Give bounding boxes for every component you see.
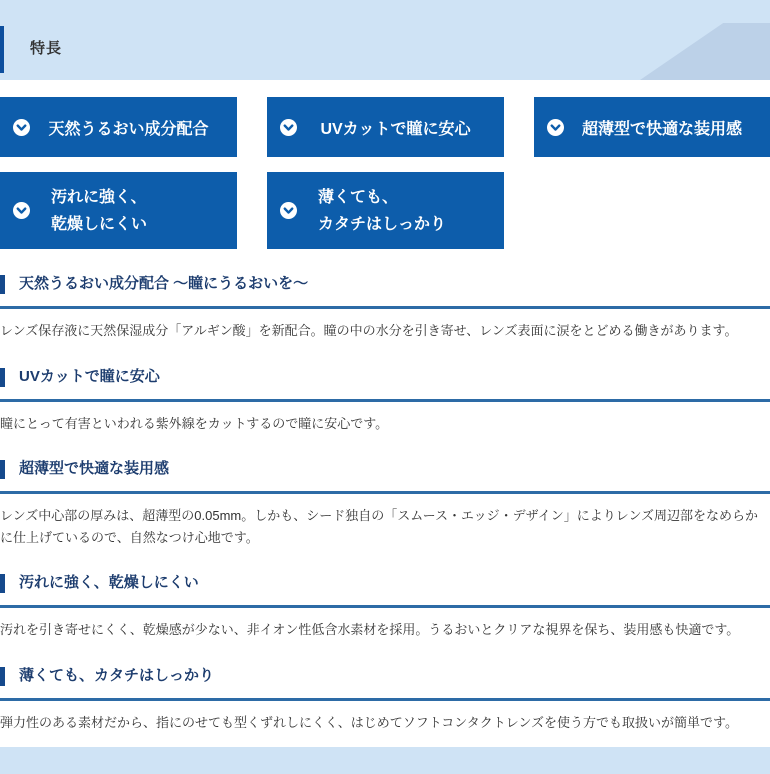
header-diagonal-decoration [640,23,770,80]
feature-buttons-row-1 [0,97,770,157]
feature-button-label [51,184,147,238]
feature-button-label-line2: 乾燥しにくい [51,215,148,233]
feature-button-stain-resistant[interactable] [0,172,237,249]
chevron-down-circle-icon [13,202,30,219]
feature-button-label-line2: カタチはしっかり [318,215,447,233]
feature-button-moisture[interactable] [0,97,237,157]
feature-section-uv-cut [0,367,770,435]
feature-button-label [318,184,446,238]
feature-section-moisture [0,274,770,342]
page-title: 特長 [30,40,63,57]
chevron-down-circle-icon [280,202,297,219]
feature-button-label: 天然うるおい成分配合 [48,120,209,138]
section-body: 瞳にとって有害といわれる紫外線をカットするので瞳に安心です。 [0,415,389,431]
chevron-down-circle-icon [547,119,564,136]
section-heading: 天然うるおい成分配合 ～瞳にうるおいを～ [0,274,770,309]
section-heading: 超薄型で快適な装用感 [0,459,770,494]
section-body: レンズ中心部の厚みは、超薄型の0.05mm。しかも、シード独自の「スムース・エッジ・デザイン」によりレンズ周辺部をなめらかに仕上げているので、自然なつけ心地です。 [0,508,759,545]
feature-button-label-line1: 薄くても、 [318,188,399,206]
feature-sections [0,274,770,733]
section-body: 弾力性のある素材だから、指にのせても型くずれしにくく、はじめてソフトコンタクトレンズを使う方でも取扱いが簡単です。 [0,714,738,730]
feature-button-shape-retention[interactable] [267,172,504,249]
feature-button-label: UVカットで瞳に安心 [320,120,471,138]
section-heading: 薄くても、カタチはしっかり [0,666,770,701]
feature-button-label: 超薄型で快適な装用感 [581,120,742,138]
chevron-down-circle-icon [280,119,297,136]
chevron-down-circle-icon [13,119,30,136]
header-accent-bar [0,26,4,73]
section-body: レンズ保存液に天然保湿成分「アルギン酸」を新配合。瞳の中の水分を引き寄せ、レンズ表面に涙をとどめる働きがあります。 [0,323,738,338]
feature-section-ultrathin [0,459,770,548]
features-header-band [0,0,770,80]
feature-button-label-line1: 汚れに強く、 [51,188,147,206]
section-heading: 汚れに強く、乾燥しにくい [0,573,770,608]
section-heading: UVカットで瞳に安心 [0,367,770,402]
feature-button-uv-cut[interactable] [267,97,504,157]
feature-section-shape-retention [0,666,770,734]
feature-buttons-row-2 [0,172,770,249]
feature-section-stain-resistant [0,573,770,641]
section-body: 汚れを引き寄せにくく、乾燥感が少ない、非イオン性低含水素材を採用。うるおいとクリアな視界を保ち、装用感も快適です。 [0,622,740,637]
feature-button-ultrathin[interactable] [534,97,770,157]
